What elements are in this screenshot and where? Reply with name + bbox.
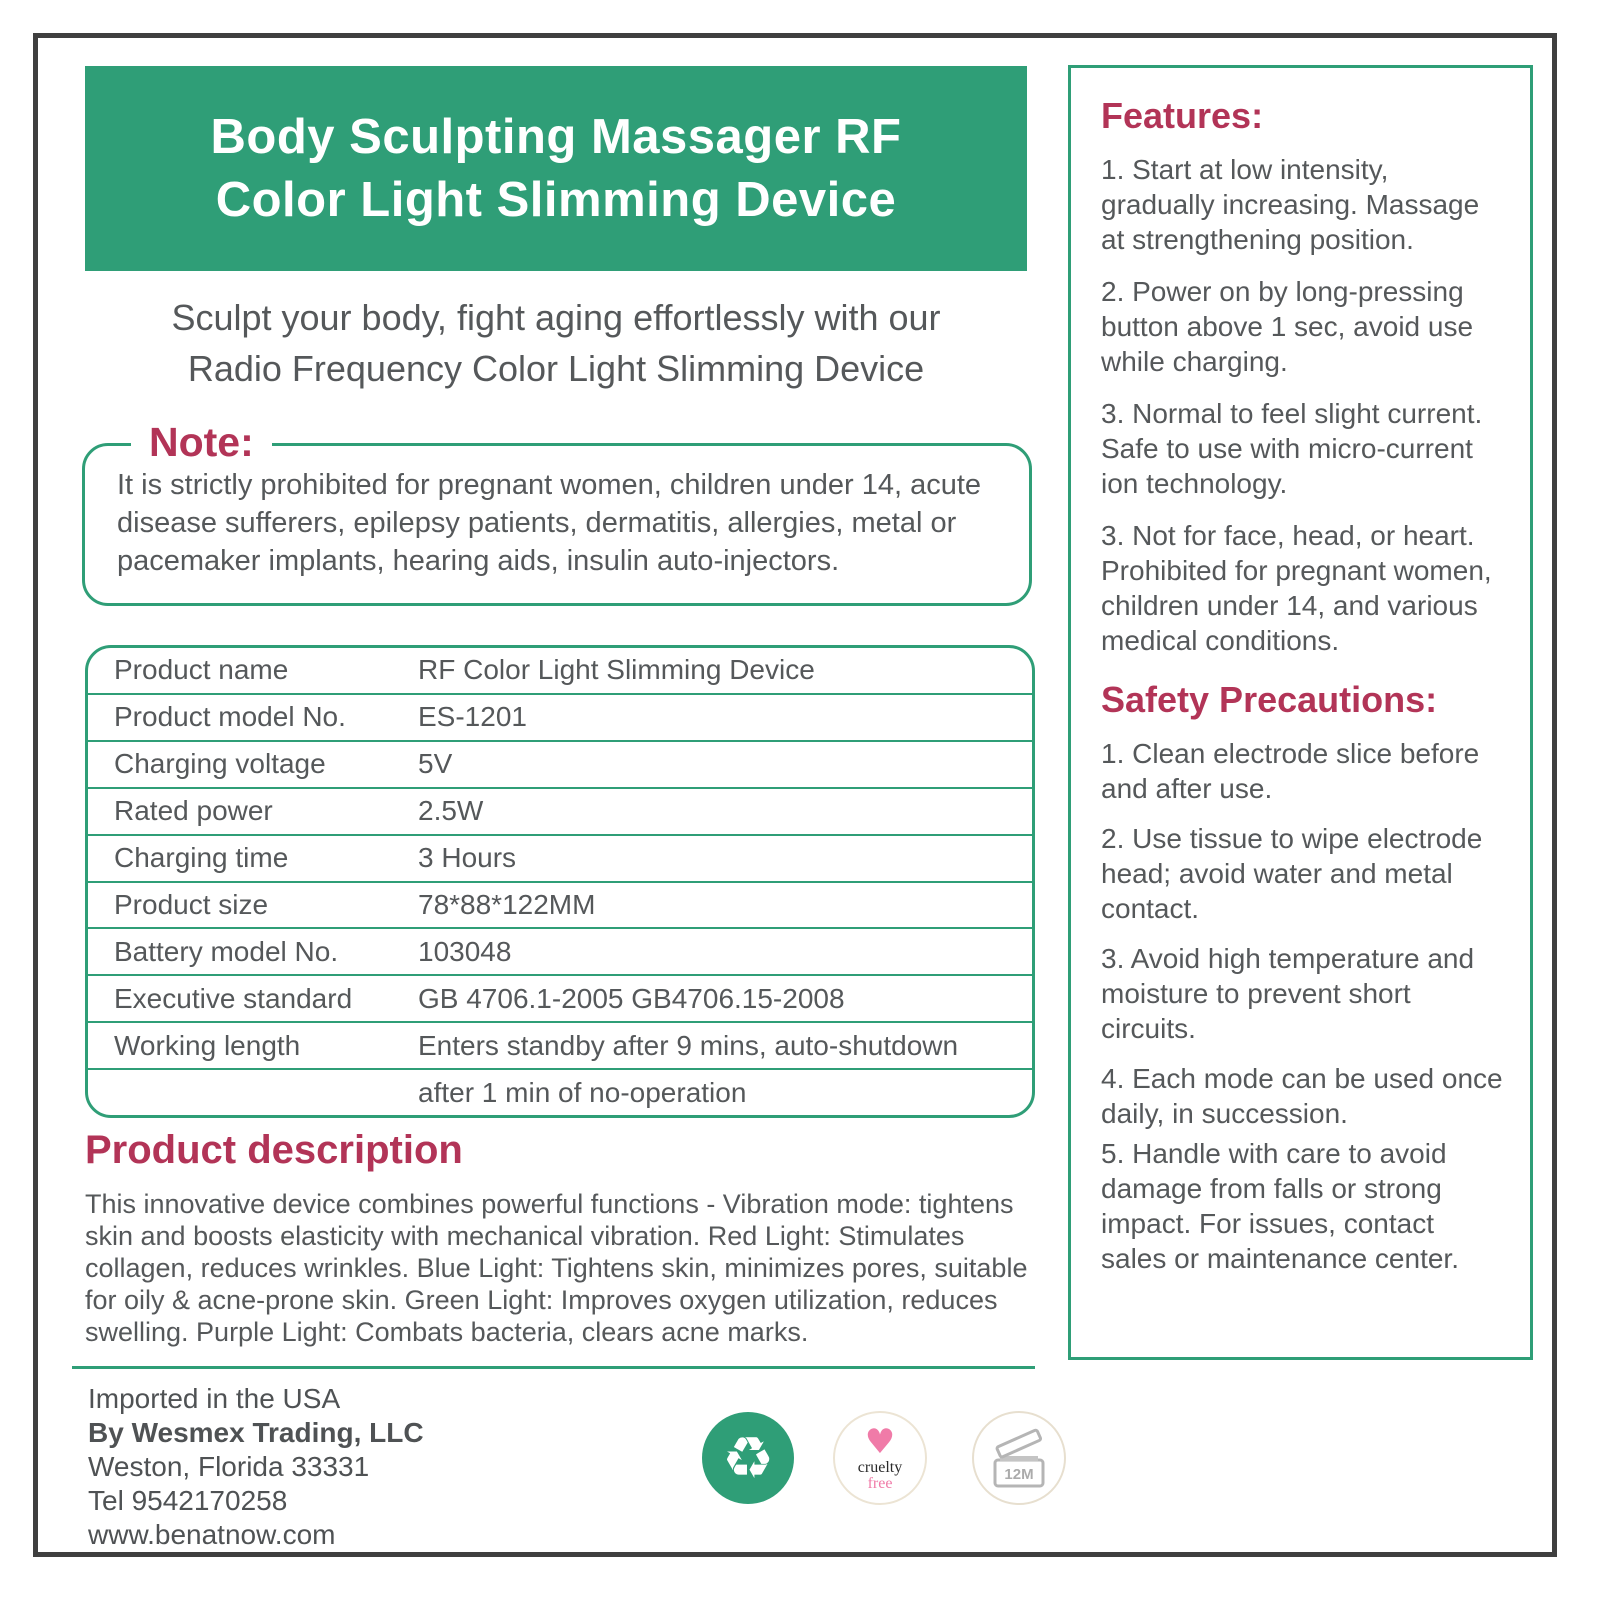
feature-item: 1. Start at low intensity, gradually increasing. Massage at strengthening position. bbox=[1101, 154, 1480, 255]
spec-value: 103048 bbox=[418, 935, 512, 967]
subtitle-line-2: Radio Frequency Color Light Slimming Device bbox=[187, 348, 925, 389]
company-name: By Wesmex Trading, LLC bbox=[88, 1417, 424, 1448]
heart-icon: ♥ bbox=[864, 1421, 896, 1462]
table-row bbox=[88, 648, 1032, 693]
spec-label: Charging time bbox=[114, 842, 289, 874]
spec-label: Battery model No. bbox=[114, 935, 339, 967]
company-website: www.benatnow.com bbox=[88, 1519, 336, 1550]
spec-value: 5V bbox=[418, 748, 453, 780]
table-row bbox=[88, 834, 1032, 881]
spec-value: GB 4706.1-2005 GB4706.15-2008 bbox=[418, 982, 845, 1014]
features-heading: Features: bbox=[1101, 95, 1264, 136]
spec-label: Executive standard bbox=[114, 982, 353, 1014]
product-title-line-1: Body Sculpting Massager RF bbox=[210, 109, 902, 164]
feature-item: 3. Not for face, head, or heart. Prohibited for pregnant women, children under 14, and various medical conditions. bbox=[1101, 520, 1492, 656]
spec-value: 2.5W bbox=[418, 795, 484, 827]
safety-item: 4. Each mode can be used once daily, in succession. bbox=[1101, 1063, 1503, 1129]
spec-value: after 1 min of no-operation bbox=[418, 1076, 747, 1108]
safety-heading: Safety Precautions: bbox=[1101, 679, 1438, 720]
description-text: This innovative device combines powerful functions - Vibration mode: tightens skin and boosts elasticity with mechanical vibration. Red Light: Stimulates collagen, reduces wrinkles. Blue Light: Tightens skin, minimizes pores, suitable for oily & acne-prone skin. Green Light: Improves oxygen utilization, reduces swelling. Purple Light: Combats bacteria, clears acne marks. bbox=[85, 1189, 1028, 1347]
period-after-opening-icon bbox=[972, 1411, 1066, 1505]
spec-value: 78*88*122MM bbox=[418, 888, 596, 920]
spec-value: Enters standby after 9 mins, auto-shutdown bbox=[418, 1029, 959, 1061]
safety-item: 3. Avoid high temperature and moisture to prevent short circuits. bbox=[1101, 943, 1475, 1044]
cruelty-word: cruelty bbox=[857, 1458, 903, 1476]
spec-label: Working length bbox=[114, 1029, 301, 1061]
note-box bbox=[82, 419, 1032, 606]
imported-line: Imported in the USA bbox=[88, 1383, 341, 1414]
title-banner bbox=[85, 66, 1027, 271]
note-label: Note: bbox=[131, 416, 272, 468]
free-word: free bbox=[867, 1474, 893, 1492]
spec-label: Charging voltage bbox=[114, 748, 326, 780]
company-address: Weston, Florida 33331 bbox=[88, 1451, 370, 1482]
table-row bbox=[88, 1068, 1032, 1115]
safety-item: 1. Clean electrode slice before and after use. bbox=[1101, 738, 1480, 804]
company-phone: Tel 9542170258 bbox=[88, 1485, 288, 1516]
product-title-line-2: Color Light Slimming Device bbox=[215, 172, 897, 227]
recycle-icon bbox=[702, 1412, 794, 1504]
feature-item: 3. Normal to feel slight current. Safe to use with micro-current ion technology. bbox=[1101, 398, 1483, 499]
table-row bbox=[88, 787, 1032, 834]
table-row bbox=[88, 974, 1032, 1021]
safety-item: 2. Use tissue to wipe electrode head; avoid water and metal contact. bbox=[1101, 823, 1483, 924]
description-heading: Product description bbox=[85, 1128, 463, 1172]
table-row bbox=[88, 927, 1032, 974]
safety-item: 5. Handle with care to avoid damage from falls or strong impact. For issues, contact sales or maintenance center. bbox=[1101, 1138, 1459, 1274]
subtitle bbox=[75, 292, 1037, 394]
note-text: It is strictly prohibited for pregnant women, children under 14, acute disease sufferers, epilepsy patients, dermatitis, allergies, metal or pacemaker implants, hearing aids, insulin auto-injectors. bbox=[117, 469, 982, 577]
spec-table bbox=[85, 645, 1035, 1118]
spec-label: Product model No. bbox=[114, 701, 346, 733]
spec-value: RF Color Light Slimming Device bbox=[418, 654, 815, 686]
features-list bbox=[1101, 152, 1506, 658]
right-info-panel bbox=[1068, 65, 1533, 1360]
importer-info bbox=[88, 1382, 648, 1552]
spec-value: ES-1201 bbox=[418, 701, 527, 733]
table-row bbox=[88, 881, 1032, 928]
footer-divider bbox=[72, 1366, 1035, 1369]
spec-label: Rated power bbox=[114, 795, 273, 827]
cruelty-free-icon bbox=[833, 1411, 927, 1505]
pao-duration-label: 12M bbox=[1004, 1466, 1034, 1483]
spec-value: 3 Hours bbox=[418, 842, 517, 874]
table-row bbox=[88, 1021, 1032, 1068]
spec-label: Product size bbox=[114, 888, 269, 920]
feature-item: 2. Power on by long-pressing button above 1 sec, avoid use while charging. bbox=[1101, 276, 1474, 377]
table-row bbox=[88, 740, 1032, 787]
table-row bbox=[88, 693, 1032, 740]
spec-label: Product name bbox=[114, 654, 289, 686]
subtitle-line-1: Sculpt your body, fight aging effortlessly with our bbox=[171, 297, 941, 338]
safety-list bbox=[1101, 736, 1506, 1276]
open-jar-icon bbox=[981, 1420, 1057, 1496]
recycle-glyph: ♻ bbox=[722, 1424, 774, 1492]
